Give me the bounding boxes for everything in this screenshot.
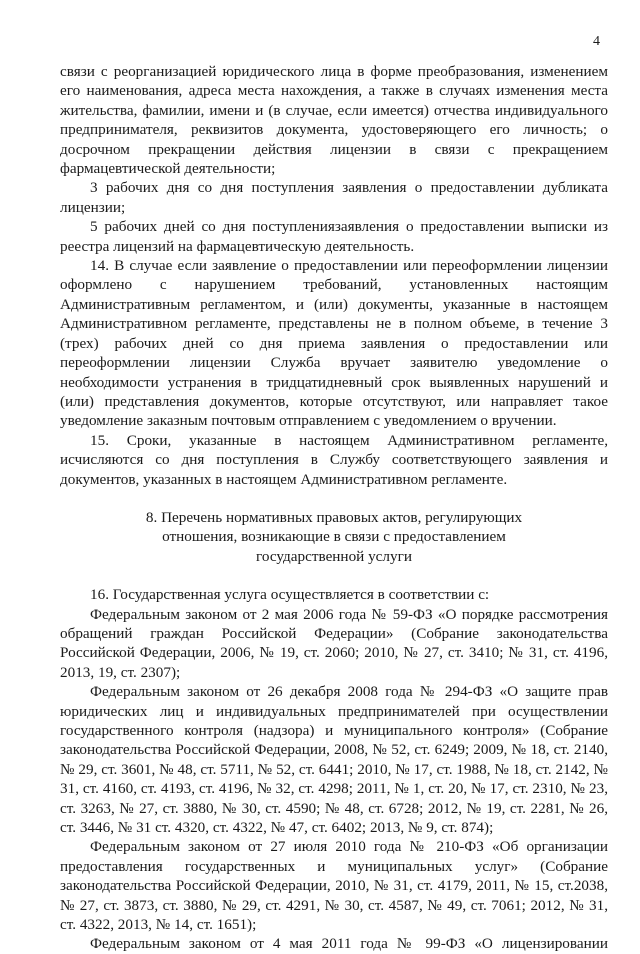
law-210-fz: Федеральным законом от 27 июля 2010 года № 210-ФЗ «Об организации предоставления государственных и муниципальных услуг» (Собрание законодательства Российской Федерации, 2010, № 31, ст. 4179, 2011, № 15, ст.2038, № 27, ст. 3873, ст. 3880, № 29, ст. 4291, № 30, ст. 4587, № 49, ст. 7061; 2012, № 31, ст. 4322, 2013, № 14, ст. 1651);: [60, 838, 608, 934]
law-99-fz: Федеральным законом от 4 мая 2011 года № 99-ФЗ «О лицензировании: [90, 935, 608, 953]
law-59-fz: Федеральным законом от 2 мая 2006 года № 59-ФЗ «О порядке рассмотрения обращений граждан Российской Федерации» (Собрание законодательства Российской Федерации, 2006, № 19, ст. 2060; 2010, № 27, ст. 3410; № 31, ст. 4196, 2013, 19, ст. 2307);: [60, 605, 608, 681]
section-title-line-1: 8. Перечень нормативных правовых актов, регулирующих: [145, 508, 523, 526]
section-title-line-2: отношения, возникающие в связи с предоставлением: [162, 528, 506, 546]
paragraph-15: 15. Сроки, указанные в настоящем Административном регламенте, исчисляются со дня поступления в Службу соответствующего заявления и документов, указанных в настоящем Административном регламенте.: [60, 431, 608, 488]
paragraph-extract-term: 5 рабочих дней со дня поступлениязаявления о предоставлении выписки из реестра лицензий на фармацевтическую деятельность.: [60, 218, 608, 255]
law-294-fz: Федеральным законом от 26 декабря 2008 года № 294-ФЗ «О защите прав юридических лиц и индивидуальных предпринимателей при осуществлении государственного контроля (надзора) и муниципального контроля» (Собрание законодательства Российской Федерации, 2008, № 52, ст. 6249; 2009, № 18, ст. 2140, № 29, ст. 3601, № 48, ст. 5711, № 52, ст. 6441; 2010, № 17, ст. 1988, № 18, ст. 2142, № 31, ст. 4160, ст. 4193, ст. 4196, № 32, ст. 4298; 2011, № 1, ст. 20, № 17, ст. 2310, № 23, ст. 3263, № 27, ст. 3880, № 30, ст. 4590; № 48, ст. 6728; 2012, № 19, ст. 2281, № 26, ст. 3446, № 31 ст. 4320, ст. 4322, № 47, ст. 6402; 2013, № 9, ст. 874);: [60, 683, 608, 837]
paragraph-14: 14. В случае если заявление о предоставлении или переоформлении лицензии оформлено с нарушением требований, установленных настоящим Административным регламентом, и (или) документы, указанные в настоящем Административном регламенте, представлены не в полном объеме, в течение 3 (трех) рабочих дней со дня приема заявления о предоставлении или переоформлении лицензии Служба вручает заявителю уведомление о необходимости устранения в тридцатидневный срок выявленных нарушений и (или) представления документов, которые отсутствуют, или направляет такое уведомление заказным почтовым отправлением с уведомлением о вручении.: [60, 257, 608, 430]
paragraph-16: 16. Государственная услуга осуществляется в соответствии с:: [90, 586, 490, 604]
section-8-title: [60, 508, 608, 566]
paragraph-continuation: связи с реорганизацией юридического лица в форме преобразования, изменением его наименования, адреса места нахождения, а также в случаях изменения места жительства, фамилии, имени и (в случае, если имеется) отчества индивидуального предпринимателя, реквизитов документа, удостоверяющего его личность; о досрочном прекращении действия лицензии в связи с прекращением фармацевтической деятельности;: [60, 63, 608, 178]
page-number: 4: [593, 34, 600, 49]
document-body: [60, 62, 608, 954]
paragraph-duplicate-term: 3 рабочих дня со дня поступления заявления о предоставлении дубликата лицензии;: [60, 179, 608, 216]
section-title-line-3: государственной услуги: [256, 547, 412, 565]
